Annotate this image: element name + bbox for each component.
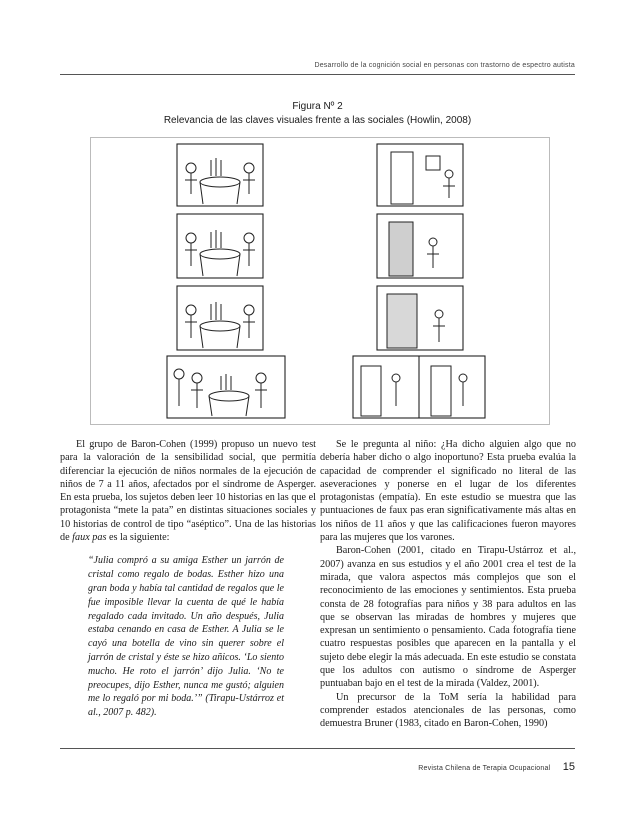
page-footer: [60, 757, 575, 775]
figure-cartoon-strips: [90, 137, 550, 425]
figure-caption: [60, 100, 575, 128]
right-paragraph-2: Baron-Cohen (2001, citado en Tirapu-Ustárroz et al., 2007) avanza en sus estudios y el año 2001 crea el test de la mirada, que valora aspectos más complejos que son el reconocimiento de las emociones y sentimientos. Esta prueba consta de 28 fotografías para niños y 38 para adultos en las que se observan las miradas de hombres y mujeres que expresan un sentimiento o pensamiento. Cada fotografía tiene cuatro respuestas posibles que aparecen en la pantalla y el sujeto debe elegir la más adecuada. En este estudio se constata que los adultos con autismo o síndrome de Asperger puntuaban bajo en el test de la mirada (Valdez, 2001).: [320, 545, 576, 690]
right-paragraph-1: Se le pregunta al niño: ¿Ha dicho alguien algo que no debería haber dicho o algo inoportuno? Esta prueba evalúa la capacidad de comprender el significado no literal de las aseveraciones y ponerse en el lugar de los diferentes protagonistas (empatía). En este estudio se muestra que las puntuaciones de faux pas eran significativamente más altas en los niños de 11 años y que las calificaciones fueron mayores para las mujeres que los varones.: [320, 439, 576, 544]
left-column: [60, 438, 316, 720]
left-panel-1: [177, 144, 263, 206]
left-paragraph-1: El grupo de Baron-Cohen (1999) propuso un nuevo test para la valoración de la sensibilidad social, que permitía diferenciar la ejecución de niños normales de la ejecución de niños de 7 a 11 años, afectados por el síndrome de Asperger. En esta prueba, los sujetos deben leer 10 historias en las que el protagonista “mete la pata” en distintas situaciones sociales y 10 historias de control de tipo “aséptico”. Una de las historias de faux pas es la siguiente:: [60, 439, 316, 544]
footer-rule: [60, 748, 575, 749]
right-column: [320, 438, 576, 731]
page-number: 15: [562, 761, 575, 773]
figure-title: Relevancia de las claves visuales frente a las sociales (Howlin, 2008): [163, 115, 472, 126]
cartoon-illustration: [91, 138, 549, 424]
figure-label: Figura Nº 2: [292, 101, 343, 112]
journal-name: Revista Chilena de Terapia Ocupacional: [418, 765, 551, 772]
running-header: Desarrollo de la cognición social en personas con trastorno de espectro autista: [314, 62, 575, 69]
faux-pas-quote: “Julia compró a su amiga Esther un jarrón de cristal como regalo de bodas. Esther hizo una gran boda y había tal cantidad de regalos que le fue imposible llevar la cuenta de qué le había regalado cada invitado. Un año después, Julia estaba cenando en casa de Esther. A Julia se le cayó una botella de vino sin querer sobre el jarrón de cristal y éste se hizo añicos. ‘Lo siento mucho. He roto el jarrón’ dijo Julia. ‘No te preocupes, dijo Esther, nunca me gustó; alguien me lo regaló por mi boda.’” (Tirapu-Ustárroz et al., 2007 p. 482).: [88, 555, 284, 719]
right-paragraph-3: Un precursor de la ToM sería la habilidad para comprender estados atencionales de las personas, como demuestra Bruner (1983, citado en Baron-Cohen, 1990): [320, 691, 576, 730]
header-rule: [60, 74, 575, 75]
